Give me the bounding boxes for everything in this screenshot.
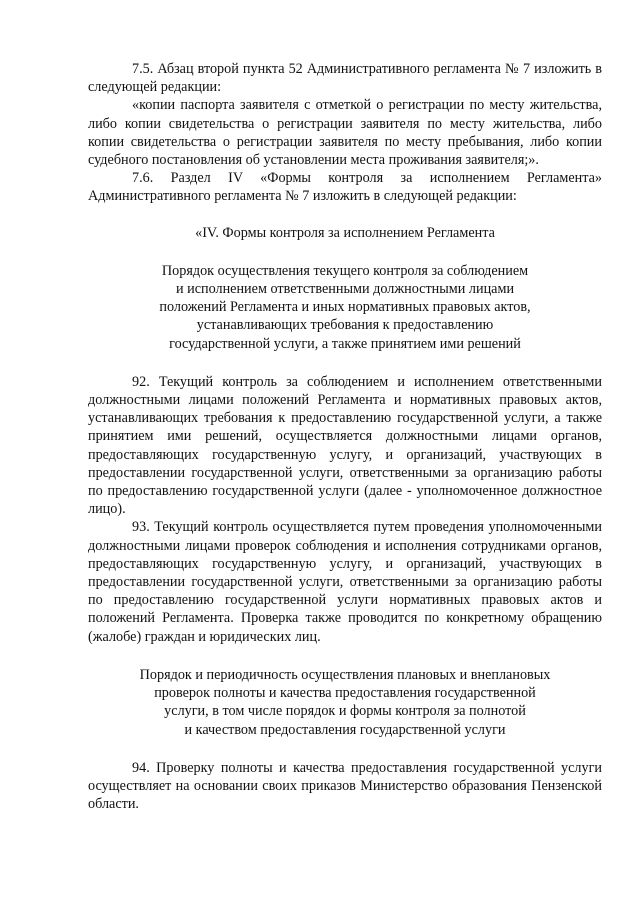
paragraph-7-5-intro: 7.5. Абзац второй пункта 52 Административного регламента № 7 изложить в следующей редакции:	[88, 61, 602, 96]
subheading-line: положений Регламента и иных нормативных правовых актов,	[159, 299, 531, 316]
subheading-current-control	[88, 262, 602, 353]
subheading-line: проверок полноты и качества предоставления государственной	[154, 685, 536, 702]
subheading-inspections	[88, 666, 602, 739]
subheading-line: и качеством предоставления государственной услуги	[184, 721, 506, 738]
subheading-line: и исполнением ответственными должностными лицами	[175, 281, 515, 298]
paragraph-92: 92. Текущий контроль за соблюдением и исполнением ответственными должностными лицами положений Регламента и нормативных правовых актов, устанавливающих требования к предоставлению государственной услуги, а также принятием ими решений, осуществляется должностными лицами органов, предоставляющих государственную услугу, и организаций, участвующих в предоставлении государственной услуги, ответственными за организацию работы по предоставлению государственной услуги (далее - уполномоченное должностное лицо).	[88, 373, 602, 518]
subheading-line: услуги, в том числе порядок и формы контроля за полнотой	[164, 703, 526, 720]
subheading-line: государственной услуги, а также принятием ими решений	[169, 335, 521, 352]
subheading-line: устанавливающих требования к предоставлению	[196, 317, 494, 334]
paragraph-94: 94. Проверку полноты и качества предоставления государственной услуги осуществляет на основании своих приказов Министерство образования Пензенской области.	[88, 759, 602, 813]
paragraph-93: 93. Текущий контроль осуществляется путем проведения уполномоченными должностными лицами проверок соблюдения и исполнения сотрудниками органов, предоставляющих государственную услугу, и организаций, участвующих в предоставлении государственной услуги, ответственными за организацию работы по предоставлению государственной услуги нормативных правовых актов и положений Регламента. Проверка также проводится по конкретному обращению (жалобе) граждан и юридических лиц.	[88, 519, 602, 645]
subheading-line: Порядок и периодичность осуществления плановых и внеплановых	[139, 666, 551, 683]
paragraph-7-5-quote: «копии паспорта заявителя с отметкой о регистрации по месту жительства, либо копии свидетельства о регистрации заявителя по месту жительства, либо копии свидетельства о регистрации заявителя по месту пребывания, либо копии судебного постановления об установлении места проживания заявителя;».	[88, 97, 602, 169]
section-title: «IV. Формы контроля за исполнением Регламента	[195, 224, 495, 241]
paragraph-7-6: 7.6. Раздел IV «Формы контроля за исполнением Регламента» Административного регламента № 7 изложить в следующей редакции:	[88, 170, 602, 205]
document-page	[88, 60, 602, 813]
subheading-line: Порядок осуществления текущего контроля за соблюдением	[161, 262, 529, 279]
